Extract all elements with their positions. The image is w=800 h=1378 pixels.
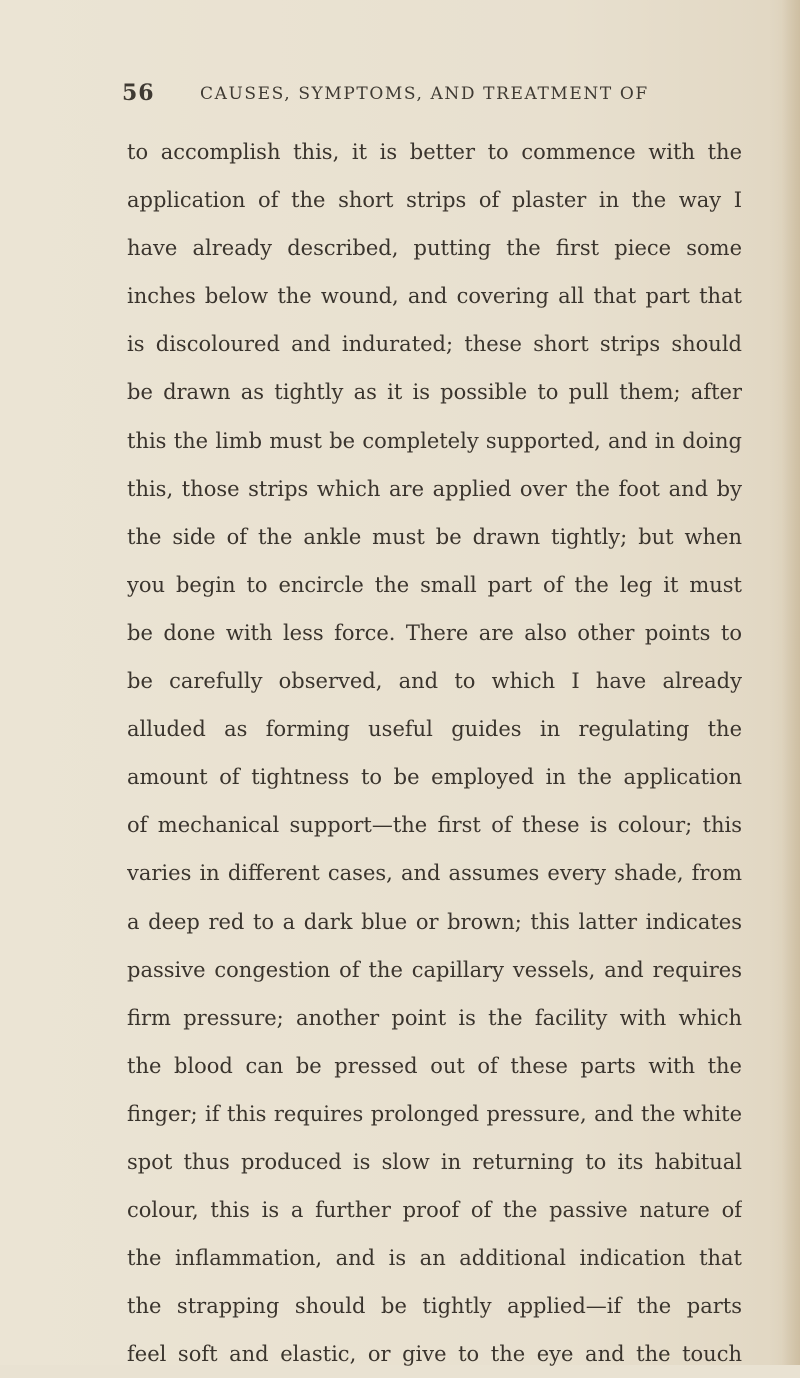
- text-line: of mechanical support—the first of these is colour; this: [127, 813, 742, 838]
- text-line: varies in different cases, and assumes every shade, from: [127, 861, 742, 886]
- text-line: is discoloured and indurated; these short strips should: [127, 332, 742, 357]
- text-line: feel soft and elastic, or give to the eye and the touch: [127, 1342, 742, 1367]
- text-line: colour, this is a further proof of the passive nature of: [127, 1198, 742, 1223]
- text-line: spot thus produced is slow in returning to its habitual: [127, 1149, 742, 1174]
- text-line: the blood can be pressed out of these parts with the: [127, 1053, 742, 1078]
- text-line: amount of tightness to be employed in the application: [127, 765, 742, 790]
- text-line: inches below the wound, and covering all that part that: [127, 284, 742, 309]
- text-line: this, those strips which are applied over the foot and by: [127, 476, 742, 501]
- text-line: a deep red to a dark blue or brown; this latter indicates: [127, 909, 742, 934]
- text-line: be drawn as tightly as it is possible to pull them; after: [127, 380, 742, 405]
- body-text: [127, 128, 742, 1378]
- text-line: application of the short strips of plaster in the way I: [127, 188, 742, 213]
- text-line: the strapping should be tightly applied—if the parts: [127, 1294, 742, 1319]
- text-line: the side of the ankle must be drawn tightly; but when: [127, 524, 742, 549]
- page-number: 56: [122, 80, 155, 106]
- running-title: CAUSES, SYMPTOMS, AND TREATMENT OF: [200, 84, 649, 104]
- page-edge-shadow: [782, 0, 800, 1365]
- text-line: finger; if this requires prolonged pressure, and the white: [127, 1101, 742, 1126]
- text-line: to accomplish this, it is better to commence with the: [127, 140, 742, 164]
- text-line: alluded as forming useful guides in regulating the: [127, 717, 742, 742]
- text-line: you begin to encircle the small part of the leg it must: [127, 572, 742, 597]
- text-line: the inflammation, and is an additional indication that: [127, 1246, 742, 1271]
- running-header: [122, 80, 742, 110]
- text-line: this the limb must be completely supported, and in doing: [127, 428, 742, 453]
- text-line: have already described, putting the first piece some: [127, 236, 742, 261]
- text-line: be done with less force. There are also other points to: [127, 620, 742, 645]
- text-line: firm pressure; another point is the facility with which: [127, 1005, 742, 1030]
- text-line: passive congestion of the capillary vessels, and requires: [127, 957, 742, 982]
- text-line: be carefully observed, and to which I have already: [127, 669, 742, 694]
